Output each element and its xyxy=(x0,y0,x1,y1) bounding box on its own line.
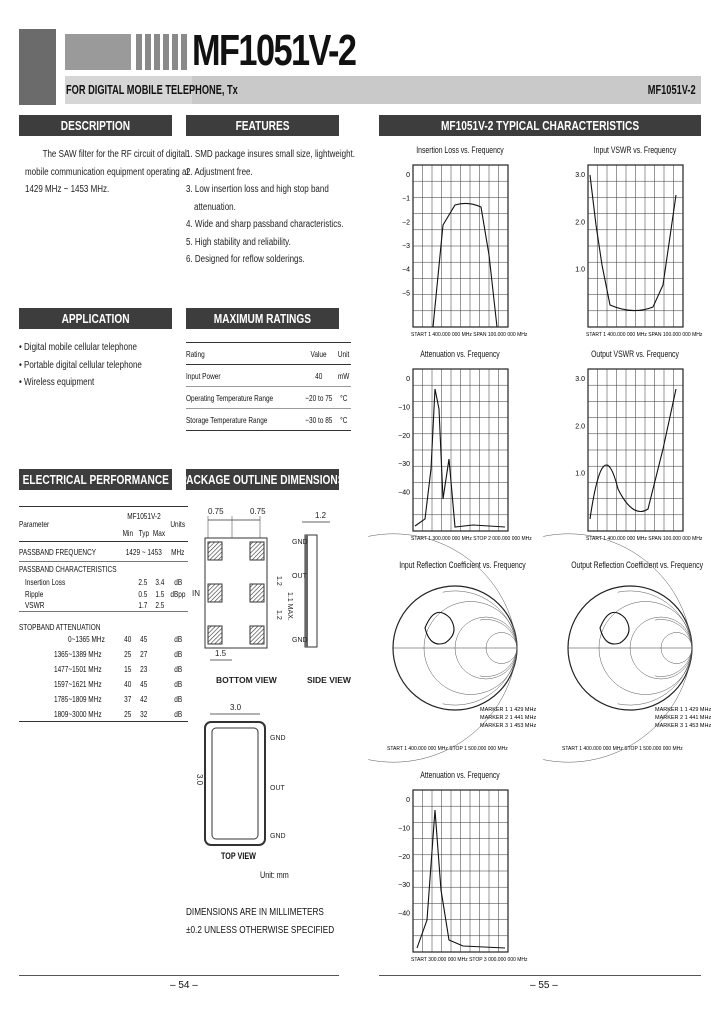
right-page-number: – 55 – xyxy=(530,980,558,991)
max-ratings-heading: MAXIMUM RATINGS xyxy=(186,308,339,329)
subtitle-right: MF1051V-2 xyxy=(648,83,696,97)
table-row: 1365~1389 MHz 25 27 dB xyxy=(53,649,182,659)
top-out: OUT xyxy=(270,785,285,792)
y-tick-label: −20 xyxy=(398,432,410,440)
y-tick-label: −4 xyxy=(402,266,410,274)
table-row: Input Power 40 mW xyxy=(186,365,351,387)
electrical-table: Parameter MF1051V-2 Units Min Typ Max PASSBAND FREQUENCY 1429 ~ 1453 MHz PASSBAND CHARACTERISTICS Insertion Loss 2.5 3.4 dB Ripple 0.5 1.5 dBpp VSWR 1.7 2.5 STOPBAND ATTENUATION 0~1365 MHz 40 45 dB 1365~1389 MHz 25 27 dB 1477~1501 MHz 15 23 dB 1597~1621 MHz 40 45 dB 1785~1809 MHz 37 42 dB 1809~3000 MHz 25 32 dB xyxy=(19,506,188,722)
y-tick-label: 0 xyxy=(406,376,410,383)
page-title: MF1051V-2 xyxy=(192,26,356,75)
dim-12-side-top: 1.2 xyxy=(315,511,327,520)
package-notes: DIMENSIONS ARE IN MILLIMETERS ±0.2 UNLESS OTHERWISE SPECIFIED xyxy=(186,906,335,936)
unit-label: Unit: mm xyxy=(260,870,289,880)
chart-output-vswr xyxy=(560,361,703,546)
application-heading: APPLICATION xyxy=(19,308,172,329)
x-axis-label: START 1 400.000 000 MHz STOP 1 500.000 000 MHz xyxy=(562,746,683,752)
y-tick-label: −5 xyxy=(402,290,410,298)
y-tick-label: −30 xyxy=(398,882,410,890)
package-drawing xyxy=(180,500,351,860)
y-tick-label: −1 xyxy=(402,195,410,203)
left-footer-rule xyxy=(19,975,339,976)
table-row: 1477~1501 MHz 15 23 dB xyxy=(53,664,182,674)
header-block xyxy=(19,29,56,105)
application-list: • Digital mobile cellular telephone • Portable digital cellular telephone • Wireless equipment xyxy=(19,342,142,388)
features-list: 1. SMD package insures small size, lightweight. 2. Adjustment free. 3. Low insertion loss and high stop band attenuation. 4. Wide and sharp passband characteristics. 5. High stability and reliability. 6. Designed for reflow solderings. xyxy=(186,149,355,265)
y-tick-label: −40 xyxy=(398,910,410,918)
dim-075-b: 0.75 xyxy=(250,507,266,516)
y-tick-label: −20 xyxy=(398,853,410,861)
top-gnd-2: GND xyxy=(270,833,286,840)
right-footer-rule xyxy=(379,975,701,976)
electrical-heading: ELECTRICAL PERFORMANCE xyxy=(19,469,172,490)
chart4-title: Output VSWR vs. Frequency xyxy=(591,349,679,359)
features-heading: FEATURES xyxy=(186,115,339,136)
marker-label: MARKER 2 1 441 MHz xyxy=(480,715,537,721)
y-tick-label: 1.0 xyxy=(575,266,585,274)
table-row: 1597~1621 MHz 40 45 dB xyxy=(53,679,182,689)
x-axis-label: START 1 400.000 000 MHz STOP 1 500.000 000 MHz xyxy=(387,746,508,752)
x-axis-label: START 1 300.000 000 MHz STOP 2 000.000 000 MHz xyxy=(411,536,532,542)
table-row: Insertion Loss 2.5 3.4 dB xyxy=(25,576,182,587)
marker-label: MARKER 3 1 453 MHz xyxy=(480,723,537,729)
table-row: Operating Temperature Range −20 to 75 °C xyxy=(186,387,351,409)
y-tick-label: −2 xyxy=(402,219,410,227)
side-gnd-2: GND xyxy=(292,637,308,644)
dim-12-top: 1.2 xyxy=(275,576,282,586)
description-heading: DESCRIPTION xyxy=(19,115,172,136)
y-tick-label: 2.0 xyxy=(575,219,585,227)
x-axis-label: START 1 400.000 000 MHz SPAN 100.000 000 MHz xyxy=(586,332,703,338)
chart6-title: Output Reflection Coefficient vs. Frequency xyxy=(571,560,704,570)
dim-30w: 3.0 xyxy=(230,703,242,712)
table-row: VSWR 1.7 2.5 xyxy=(19,600,188,612)
table-row: 1809~3000 MHz 25 32 dB xyxy=(19,707,188,722)
y-tick-label: −30 xyxy=(398,461,410,469)
side-view-label: SIDE VIEW xyxy=(307,675,351,685)
smith-output xyxy=(560,573,715,753)
y-tick-label: 3.0 xyxy=(575,172,585,179)
chart1-title: Insertion Loss vs. Frequency xyxy=(416,145,504,155)
subtitle-left: FOR DIGITAL MOBILE TELEPHONE, Tx xyxy=(66,83,238,97)
y-tick-label: −3 xyxy=(402,243,410,250)
table-row: PASSBAND FREQUENCY 1429 ~ 1453 MHz xyxy=(19,542,188,562)
side-out: OUT xyxy=(292,573,307,580)
chart3-title: Attenuation vs. Frequency xyxy=(420,349,500,359)
dim-075-a: 0.75 xyxy=(208,507,224,516)
bottom-view-label: BOTTOM VIEW xyxy=(216,675,277,685)
chart-insertion-loss xyxy=(385,157,528,342)
chart-input-vswr xyxy=(560,157,703,342)
dim-11max: 1.1 MAX. xyxy=(286,592,293,621)
header-band xyxy=(65,34,133,70)
top-gnd-1: GND xyxy=(270,735,286,742)
chart2-title: Input VSWR vs. Frequency xyxy=(593,145,677,155)
side-gnd-1: GND xyxy=(292,539,308,546)
chart7-title: Attenuation vs. Frequency xyxy=(420,770,500,780)
y-tick-label: −10 xyxy=(398,404,410,412)
marker-label: MARKER 1 1 429 MHz xyxy=(480,707,537,713)
pin-in-label: IN xyxy=(192,589,200,598)
y-tick-label: 0 xyxy=(406,797,410,804)
x-axis-label: START 1 400.000 000 MHz SPAN 100.000 000 MHz xyxy=(411,332,528,338)
smith-input xyxy=(385,573,540,753)
package-heading: PACKAGE OUTLINE DIMENSIONS xyxy=(186,469,339,490)
marker-label: MARKER 1 1 429 MHz xyxy=(655,707,712,713)
y-tick-label: −10 xyxy=(398,825,410,833)
chart-attenuation-2 xyxy=(385,782,528,967)
y-tick-label: −40 xyxy=(398,489,410,497)
typical-heading: MF1051V-2 TYPICAL CHARACTERISTICS xyxy=(379,115,701,136)
header-bars xyxy=(136,34,187,70)
marker-label: MARKER 3 1 453 MHz xyxy=(655,723,712,729)
dim-30h: 3.0 xyxy=(195,774,204,786)
table-row: 1785~1809 MHz 37 42 dB xyxy=(53,694,182,704)
dim-15: 1.5 xyxy=(215,649,227,658)
y-tick-label: 1.0 xyxy=(575,470,585,478)
x-axis-label: START 300.000 000 MHz STOP 3 000.000 000 MHz xyxy=(411,957,528,963)
left-page-number: – 54 – xyxy=(170,980,198,991)
table-row: 0~1365 MHz 40 45 dB xyxy=(67,634,182,644)
table-row: Ripple 0.5 1.5 dBpp xyxy=(25,588,186,599)
max-ratings-table: Rating Value Unit Input Power 40 mW Operating Temperature Range −20 to 75 °C Storage Temperature Range −30 to 85 °C xyxy=(186,342,351,431)
chart-attenuation-1 xyxy=(385,361,532,546)
description-text: The SAW filter for the RF circuit of digital mobile communication equipment operating at 1429 MHz ~ 1453 MHz. xyxy=(25,149,189,195)
marker-label: MARKER 2 1 441 MHz xyxy=(655,715,712,721)
y-tick-label: 2.0 xyxy=(575,423,585,431)
chart5-title: Input Reflection Coefficient vs. Frequency xyxy=(399,560,526,570)
table-row: Storage Temperature Range −30 to 85 °C xyxy=(186,409,351,431)
dim-12-side: 1.2 xyxy=(275,610,282,620)
top-view-label: TOP VIEW xyxy=(221,851,256,861)
y-tick-label: 0 xyxy=(406,172,410,179)
x-axis-label: START 1 400.000 000 MHz SPAN 100.000 000 MHz xyxy=(586,536,703,542)
y-tick-label: 3.0 xyxy=(575,376,585,383)
